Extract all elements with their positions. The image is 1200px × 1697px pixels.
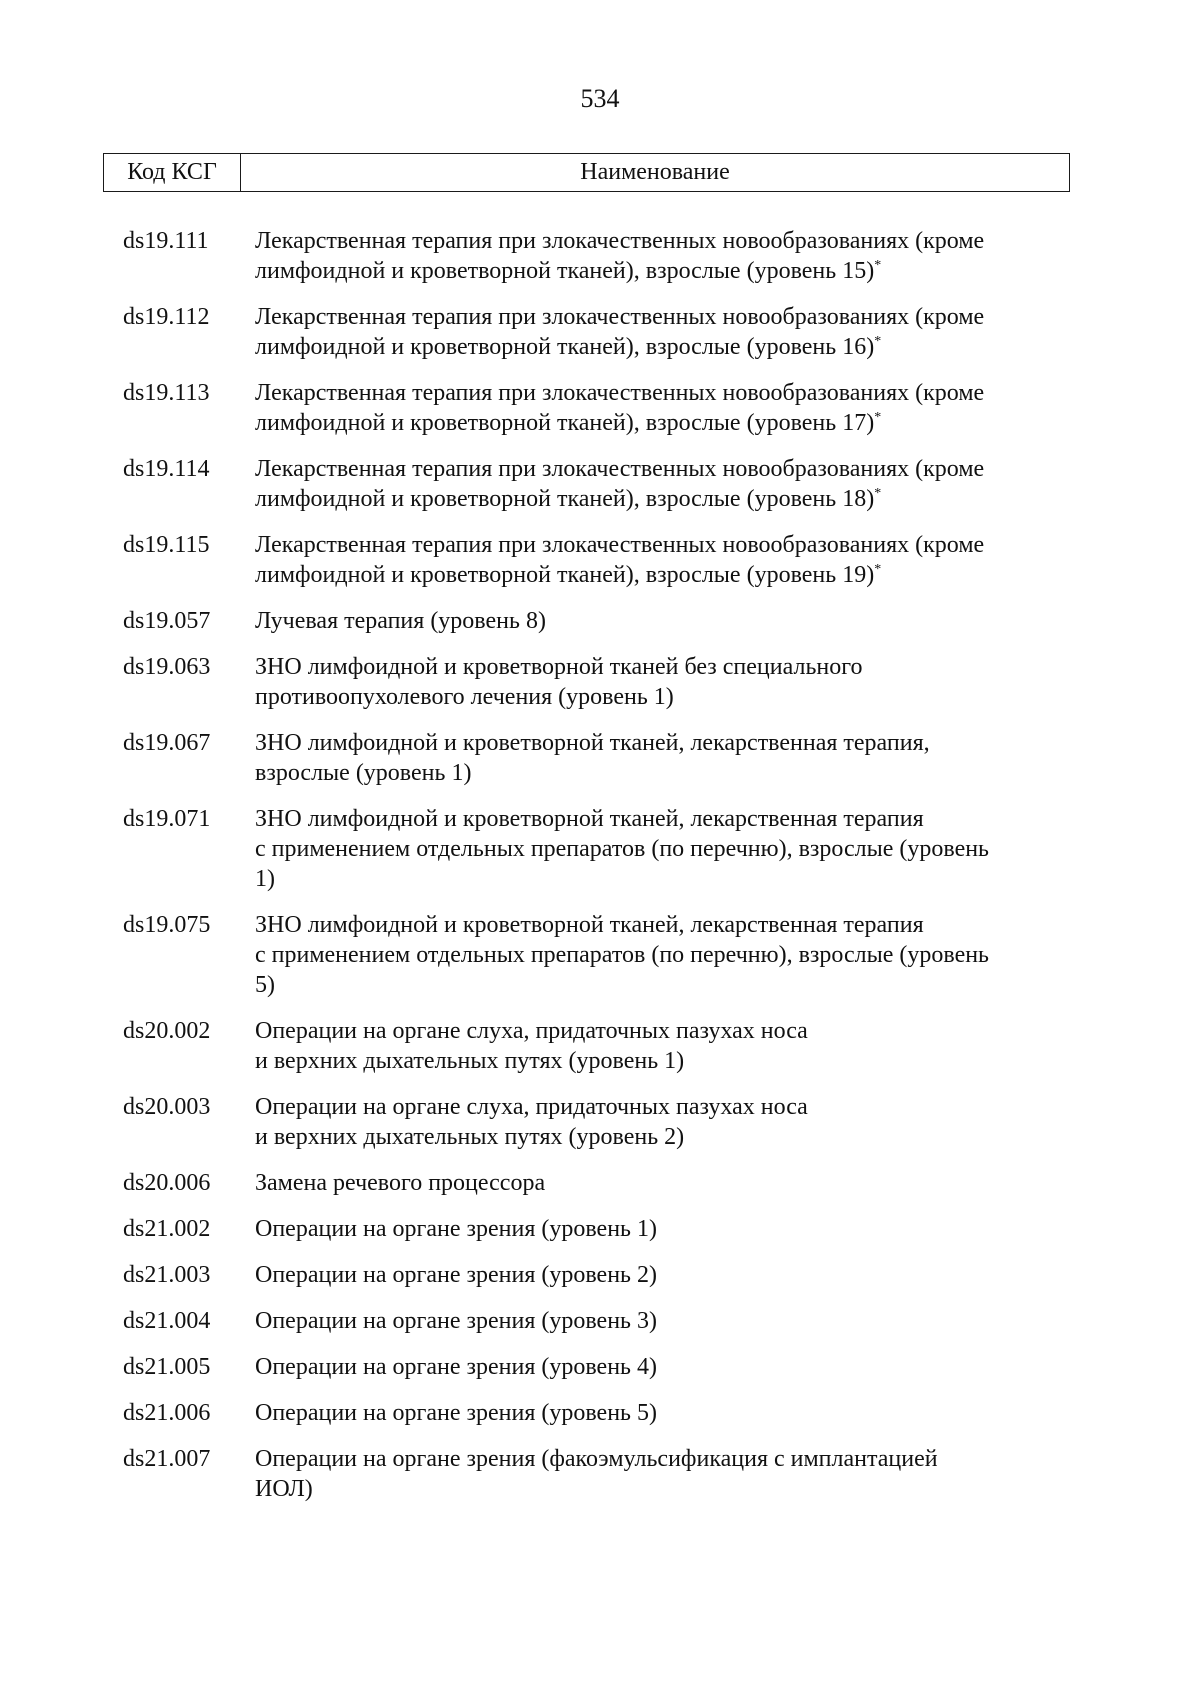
ksg-name: [253, 1168, 1073, 1198]
ksg-name-line: [255, 940, 1073, 970]
ksg-name-text: Операции на органе слуха, придаточных пазухах носа: [255, 1018, 808, 1044]
ksg-name-text: Лекарственная терапия при злокачественных новообразованиях (кроме: [255, 532, 985, 558]
ksg-name-text: Лекарственная терапия при злокачественных новообразованиях (кроме: [255, 304, 985, 330]
ksg-code: ds20.003: [123, 1094, 211, 1120]
ksg-name-line: [255, 454, 1073, 484]
ksg-code: ds19.111: [123, 228, 209, 254]
ksg-name: [253, 1306, 1073, 1336]
ksg-code: ds19.112: [123, 304, 210, 330]
ksg-code: ds21.006: [123, 1400, 211, 1426]
ksg-code: ds20.002: [123, 1018, 211, 1044]
footnote-asterisk: *: [874, 334, 882, 349]
ksg-name-text: лимфоидной и кроветворной тканей), взрослые (уровень 16): [255, 334, 875, 360]
table-row: [103, 378, 1073, 438]
ksg-name-text: лимфоидной и кроветворной тканей), взрослые (уровень 15): [255, 258, 875, 284]
table-row: [103, 530, 1073, 590]
ksg-name: [253, 1398, 1073, 1428]
table-row: [103, 226, 1073, 286]
table-row: [103, 1260, 1073, 1290]
ksg-name-text: и верхних дыхательных путях (уровень 1): [255, 1048, 685, 1074]
ksg-name-text: ЗНО лимфоидной и кроветворной тканей, лекарственная терапия,: [255, 730, 930, 756]
ksg-name-line: [255, 1046, 1073, 1076]
ksg-name-text: Лекарственная терапия при злокачественных новообразованиях (кроме: [255, 380, 985, 406]
ksg-name-text: Операции на органе зрения (уровень 1): [255, 1216, 657, 1242]
ksg-name-line: [255, 1306, 1073, 1336]
footnote-asterisk: *: [874, 486, 882, 501]
ksg-name-line: [255, 530, 1073, 560]
footnote-asterisk: *: [874, 410, 882, 425]
ksg-name-text: ЗНО лимфоидной и кроветворной тканей, лекарственная терапия: [255, 806, 924, 832]
ksg-name: [253, 910, 1073, 1000]
ksg-name-text: ЗНО лимфоидной и кроветворной тканей, лекарственная терапия: [255, 912, 924, 938]
footnote-asterisk: *: [874, 258, 882, 273]
ksg-name-line: [255, 1122, 1073, 1152]
ksg-name-line: [255, 1092, 1073, 1122]
ksg-name-text: Операции на органе зрения (факоэмульсификация с имплантацией: [255, 1446, 938, 1472]
ksg-name: [253, 378, 1073, 438]
ksg-name-text: 5): [255, 972, 275, 998]
ksg-name-text: взрослые (уровень 1): [255, 760, 472, 786]
ksg-name-text: Операции на органе зрения (уровень 2): [255, 1262, 657, 1288]
ksg-name: [253, 652, 1073, 712]
ksg-name: [253, 606, 1073, 636]
table-row: [103, 804, 1073, 894]
ksg-name: [253, 302, 1073, 362]
table-row: [103, 910, 1073, 1000]
ksg-name-line: [255, 864, 1073, 894]
ksg-name-line: [255, 560, 1073, 590]
ksg-code: ds19.071: [123, 806, 211, 832]
ksg-name-line: [255, 226, 1073, 256]
column-header-code: Код КСГ: [104, 154, 241, 191]
ksg-name: [253, 1092, 1073, 1152]
table-body: [103, 226, 1073, 1520]
ksg-code: ds21.005: [123, 1354, 211, 1380]
table-row: [103, 1168, 1073, 1198]
ksg-name: [253, 454, 1073, 514]
column-header-name: Наименование: [580, 159, 730, 185]
ksg-name-line: [255, 1352, 1073, 1382]
ksg-name: [253, 1016, 1073, 1076]
ksg-name-text: Лекарственная терапия при злокачественных новообразованиях (кроме: [255, 456, 985, 482]
ksg-name-line: [255, 728, 1073, 758]
ksg-name-text: лимфоидной и кроветворной тканей), взрослые (уровень 17): [255, 410, 875, 436]
ksg-name-line: [255, 1016, 1073, 1046]
ksg-code: ds21.007: [123, 1446, 211, 1472]
table-row: [103, 606, 1073, 636]
ksg-name: [253, 804, 1073, 894]
table-row: [103, 1398, 1073, 1428]
ksg-name-line: [255, 1214, 1073, 1244]
ksg-name-text: и верхних дыхательных путях (уровень 2): [255, 1124, 685, 1150]
ksg-name-text: Замена речевого процессора: [255, 1170, 546, 1196]
ksg-name-text: ЗНО лимфоидной и кроветворной тканей без специального: [255, 654, 863, 680]
ksg-name-text: ИОЛ): [255, 1476, 313, 1502]
ksg-name: [253, 728, 1073, 788]
ksg-name-text: лимфоидной и кроветворной тканей), взрослые (уровень 19): [255, 562, 875, 588]
ksg-name-text: Операции на органе зрения (уровень 5): [255, 1400, 657, 1426]
ksg-code: ds19.113: [123, 380, 210, 406]
ksg-code: ds19.067: [123, 730, 211, 756]
table-row: [103, 1306, 1073, 1336]
ksg-name-line: [255, 1168, 1073, 1198]
ksg-name-line: [255, 758, 1073, 788]
table-row: [103, 302, 1073, 362]
ksg-code: ds20.006: [123, 1170, 211, 1196]
ksg-code: ds21.004: [123, 1308, 211, 1334]
ksg-name: [253, 226, 1073, 286]
ksg-name-line: [255, 256, 1073, 286]
footnote-asterisk: *: [874, 562, 882, 577]
ksg-name-line: [255, 1398, 1073, 1428]
ksg-name-line: [255, 970, 1073, 1000]
ksg-name-text: лимфоидной и кроветворной тканей), взрослые (уровень 18): [255, 486, 875, 512]
ksg-name-line: [255, 332, 1073, 362]
table-row: [103, 454, 1073, 514]
ksg-name: [253, 1444, 1073, 1504]
ksg-name-line: [255, 682, 1073, 712]
ksg-name: [253, 1352, 1073, 1382]
ksg-name-line: [255, 484, 1073, 514]
ksg-name-line: [255, 1474, 1073, 1504]
ksg-name-text: с применением отдельных препаратов (по перечню), взрослые (уровень: [255, 942, 990, 968]
table-row: [103, 1352, 1073, 1382]
table-row: [103, 652, 1073, 712]
ksg-code: ds21.003: [123, 1262, 211, 1288]
ksg-name: [253, 530, 1073, 590]
ksg-code: ds21.002: [123, 1216, 211, 1242]
table-row: [103, 728, 1073, 788]
ksg-name-text: с применением отдельных препаратов (по перечню), взрослые (уровень: [255, 836, 990, 862]
table-header: [103, 153, 1070, 192]
ksg-name-line: [255, 408, 1073, 438]
table-row: [103, 1016, 1073, 1076]
ksg-name-text: Операции на органе зрения (уровень 3): [255, 1308, 657, 1334]
table-row: [103, 1444, 1073, 1504]
ksg-name-line: [255, 606, 1073, 636]
table-row: [103, 1092, 1073, 1152]
page-number: 534: [580, 84, 620, 113]
ksg-name-line: [255, 1260, 1073, 1290]
ksg-code: ds19.115: [123, 532, 210, 558]
ksg-name-line: [255, 1444, 1073, 1474]
ksg-name-line: [255, 302, 1073, 332]
ksg-name: [253, 1214, 1073, 1244]
table-row: [103, 1214, 1073, 1244]
ksg-name-line: [255, 910, 1073, 940]
ksg-name-text: Лекарственная терапия при злокачественных новообразованиях (кроме: [255, 228, 985, 254]
ksg-name-line: [255, 834, 1073, 864]
ksg-name-text: противоопухолевого лечения (уровень 1): [255, 684, 674, 710]
ksg-name-text: Операции на органе зрения (уровень 4): [255, 1354, 657, 1380]
ksg-name-text: Лучевая терапия (уровень 8): [255, 608, 546, 634]
ksg-code: ds19.057: [123, 608, 211, 634]
ksg-name-line: [255, 378, 1073, 408]
ksg-name-text: Операции на органе слуха, придаточных пазухах носа: [255, 1094, 808, 1120]
ksg-name-line: [255, 652, 1073, 682]
ksg-code: ds19.114: [123, 456, 210, 482]
ksg-code: ds19.075: [123, 912, 211, 938]
ksg-name-text: 1): [255, 866, 275, 892]
ksg-name-line: [255, 804, 1073, 834]
ksg-code: ds19.063: [123, 654, 211, 680]
ksg-name: [253, 1260, 1073, 1290]
